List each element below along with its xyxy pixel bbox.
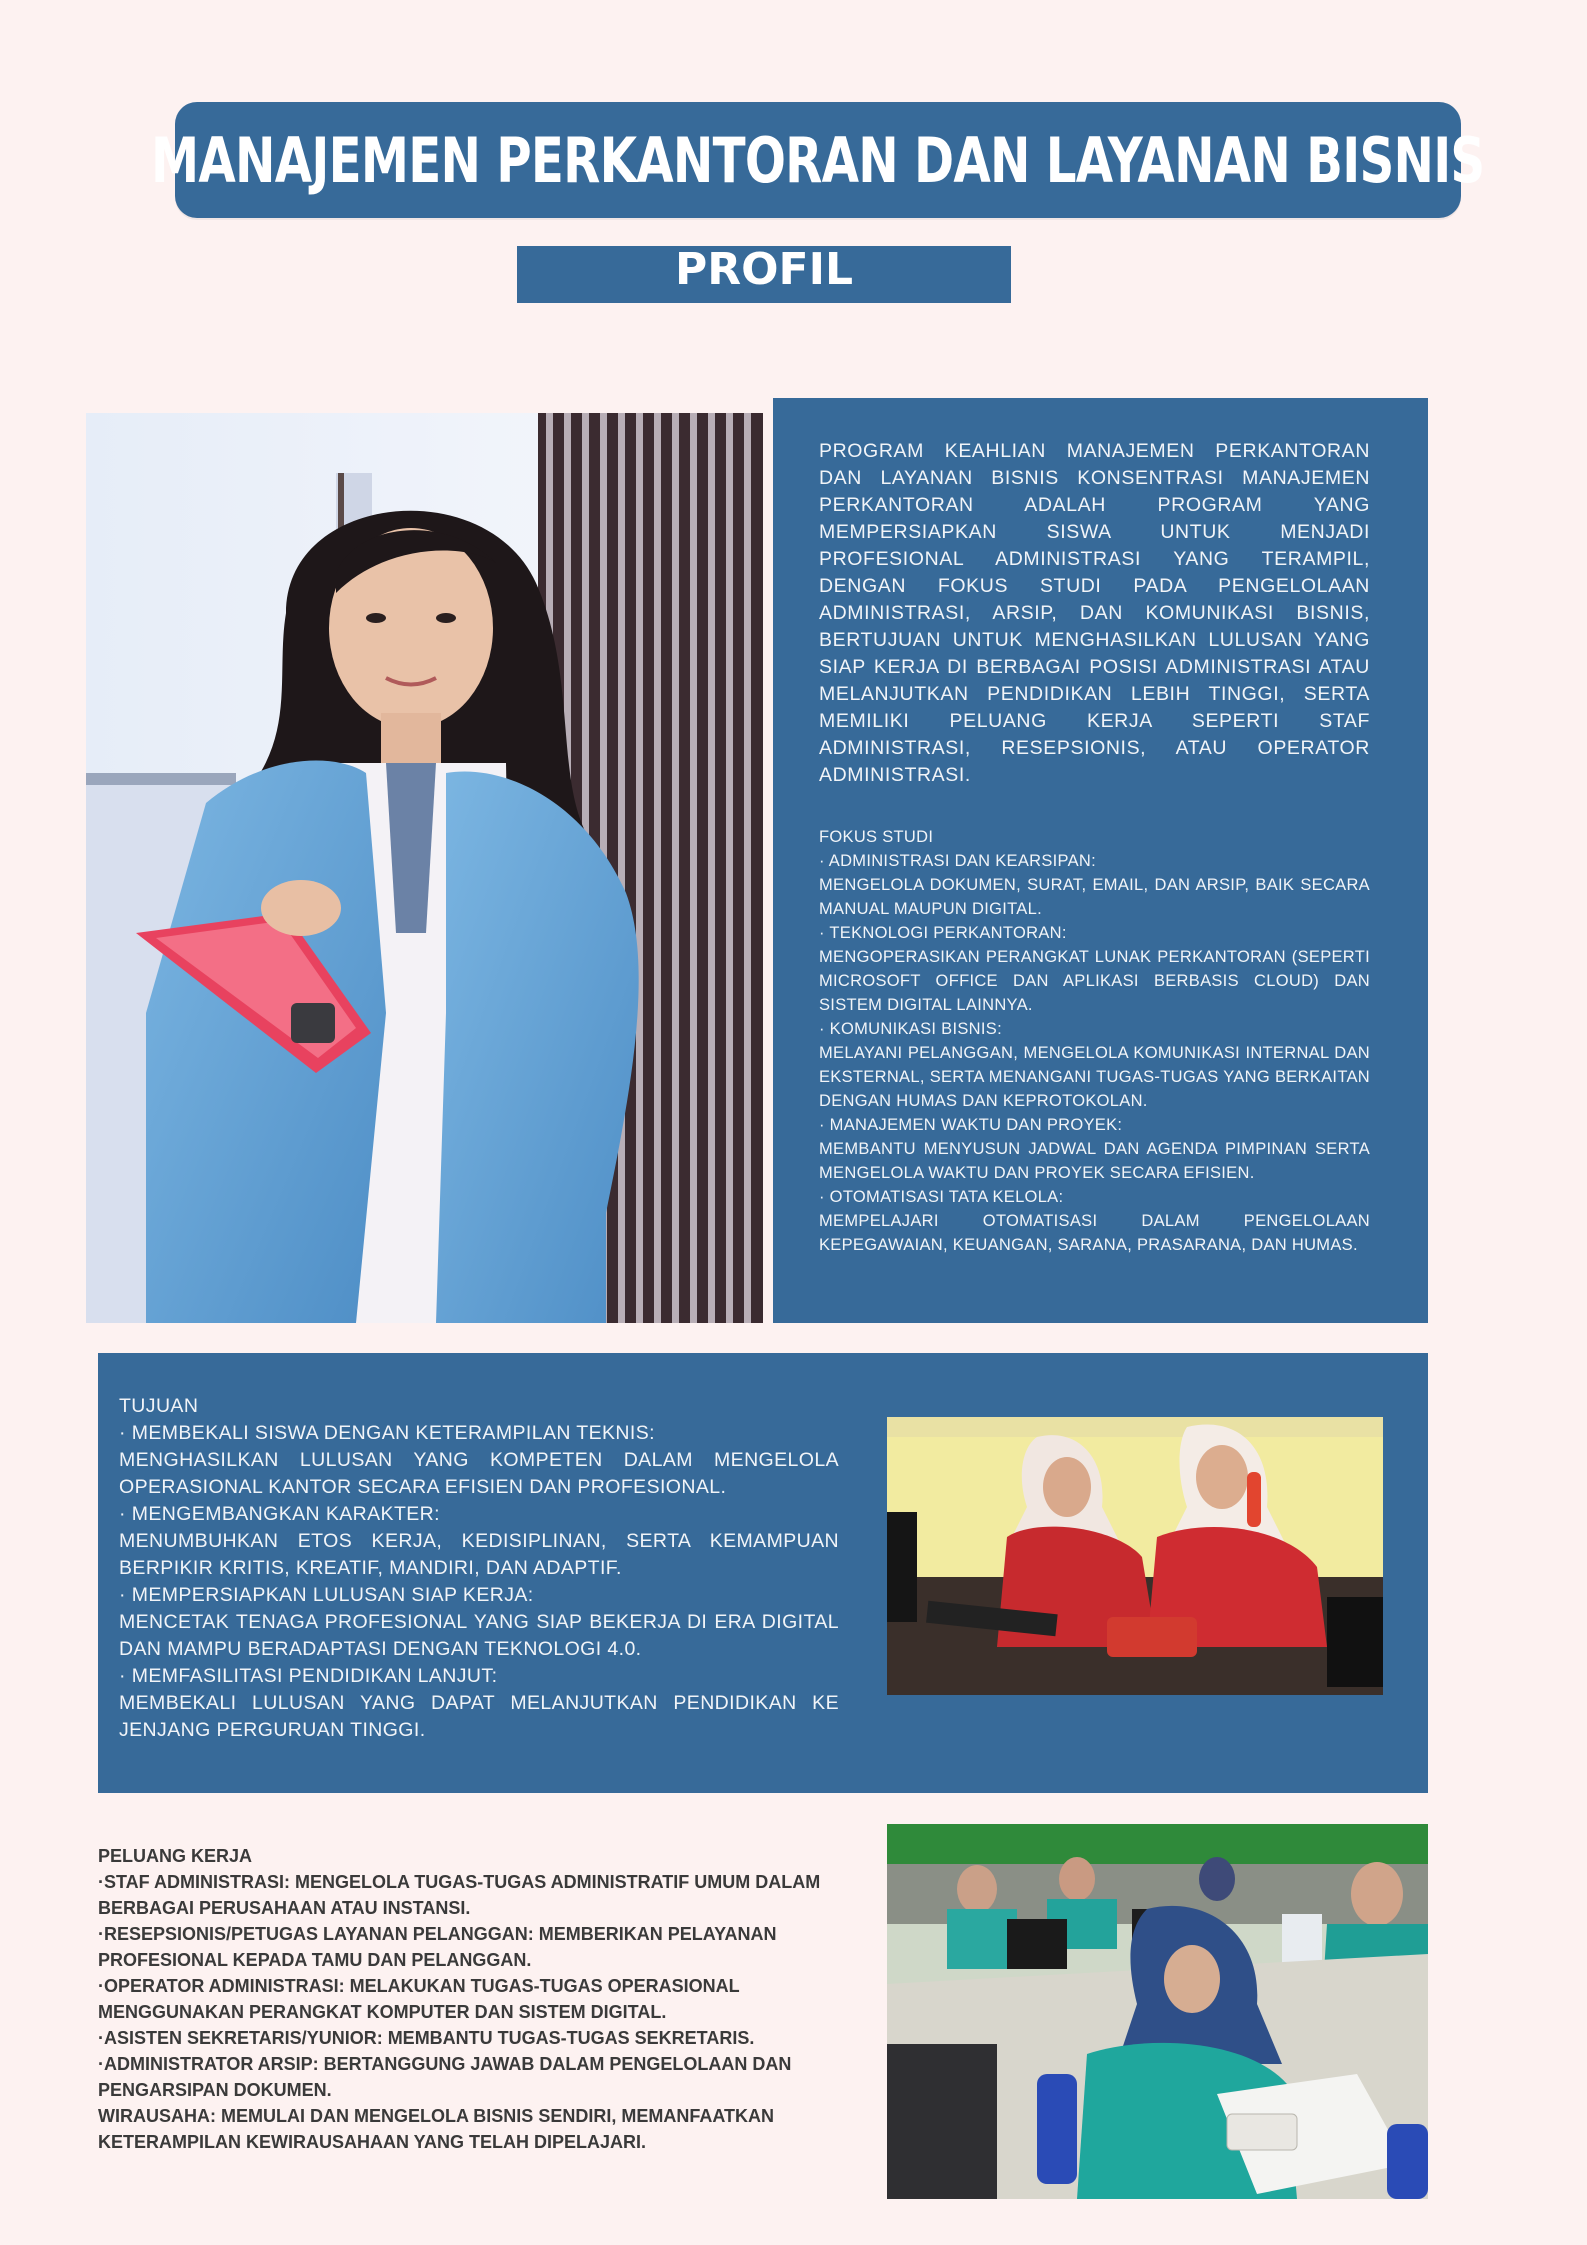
career-item: ·RESEPSIONIS/PETUGAS LAYANAN PELANGGAN: MEMBERIKAN PELAYANAN PROFESIONAL KEPADA TAMU DAN PELANGGAN. — [98, 1924, 777, 1970]
title-banner — [151, 102, 1485, 218]
focus-item-body: MELAYANI PELANGGAN, MENGELOLA KOMUNIKASI INTERNAL DAN EKSTERNAL, SERTA MENANGANI TUGAS-TUGAS YANG BERKAITAN DENGAN HUMAS DAN KEPROTOKOLAN. — [819, 1044, 1370, 1110]
goal-item-body: MENCETAK TENAGA PROFESIONAL YANG SIAP BEKERJA DI ERA DIGITAL DAN MAMPU BERADAPTASI DENGAN TEKNOLOGI 4.0. — [119, 1611, 839, 1660]
program-description: PROGRAM KEAHLIAN MANAJEMEN PERKANTORAN DAN LAYANAN BISNIS KONSENTRASI MANAJEMEN PERKANTORAN ADALAH PROGRAM YANG MEMPERSIAPKAN SISWA UNTUK MENJADI PROFESIONAL ADMINISTRASI YANG TERAMPIL, DENGAN FOKUS STUDI PADA PENGELOLAAN ADMINISTRASI, ARSIP, DAN KOMUNIKASI BISNIS, BERTUJUAN UNTUK MENGHASILKAN LULUSAN YANG SIAP KERJA DI BERBAGAI POSISI ADMINISTRASI ATAU MELANJUTKAN PENDIDIKAN LEBIH TINGGI, SERTA MEMILIKI PELUANG KERJA SEPERTI STAF ADMINISTRASI, RESEPSIONIS, ATAU OPERATOR ADMINISTRASI. — [819, 440, 1370, 786]
focus-item-title: · ADMINISTRASI DAN KEARSIPAN: — [819, 852, 1097, 870]
focus-item-body: MEMBANTU MENYUSUN JADWAL DAN AGENDA PIMPINAN SERTA MENGELOLA WAKTU DAN PROYEK SECARA EFISIEN. — [819, 1140, 1370, 1182]
section-heading-bar — [517, 246, 1011, 303]
student-portrait-photo — [86, 413, 763, 1323]
goal-item-title: · MEMFASILITASI PENDIDIKAN LANJUT: — [119, 1665, 498, 1687]
goal-item-title: · MEMPERSIAPKAN LULUSAN SIAP KERJA: — [119, 1584, 534, 1606]
focus-study-list — [819, 825, 1370, 1257]
goals-heading: TUJUAN — [119, 1395, 199, 1417]
section-heading: PROFIL — [675, 244, 853, 295]
career-item: WIRAUSAHA: MEMULAI DAN MENGELOLA BISNIS SENDIRI, MEMANFAATKAN KETERAMPILAN KEWIRAUSAHAAN YANG TELAH DIPELAJARI. — [98, 2106, 774, 2152]
focus-item-title: · TEKNOLOGI PERKANTORAN: — [819, 924, 1067, 942]
goal-item-title: · MEMBEKALI SISWA DENGAN KETERAMPILAN TEKNIS: — [119, 1422, 655, 1444]
career-heading: PELUANG KERJA — [98, 1846, 253, 1866]
focus-item-body: MENGELOLA DOKUMEN, SURAT, EMAIL, DAN ARSIP, BAIK SECARA MANUAL MAUPUN DIGITAL. — [819, 876, 1370, 918]
goal-item-body: MEMBEKALI LULUSAN YANG DAPAT MELANJUTKAN PENDIDIKAN KE JENJANG PERGURUAN TINGGI. — [119, 1692, 839, 1741]
career-item: ·ASISTEN SEKRETARIS/YUNIOR: MEMBANTU TUGAS-TUGAS SEKRETARIS. — [98, 2028, 755, 2048]
career-item: ·OPERATOR ADMINISTRASI: MELAKUKAN TUGAS-TUGAS OPERASIONAL MENGGUNAKAN PERANGKAT KOMPUTER DAN SISTEM DIGITAL. — [98, 1976, 740, 2022]
focus-item-body: MEMPELAJARI OTOMATISASI DALAM PENGELOLAAN KEPEGAWAIAN, KEUANGAN, SARANA, PRASARANA, DAN HUMAS. — [819, 1212, 1370, 1254]
profile-description-box — [773, 398, 1428, 1323]
career-item: ·ADMINISTRATOR ARSIP: BERTANGGUNG JAWAB DALAM PENGELOLAAN DAN PENGARSIPAN DOKUMEN. — [98, 2054, 792, 2100]
focus-item-body: MENGOPERASIKAN PERANGKAT LUNAK PERKANTORAN (SEPERTI MICROSOFT OFFICE DAN APLIKASI BERBASIS CLOUD) DAN SISTEM DIGITAL LAINNYA. — [819, 948, 1370, 1014]
focus-item-title: · KOMUNIKASI BISNIS: — [819, 1020, 1002, 1038]
goal-item-body: MENUMBUHKAN ETOS KERJA, KEDISIPLINAN, SERTA KEMAMPUAN BERPIKIR KRITIS, KREATIF, MANDIRI, DAN ADAPTIF. — [119, 1530, 839, 1579]
classroom-practice-photo — [887, 1824, 1428, 2199]
career-opportunities — [98, 1843, 838, 2155]
focus-item-title: · MANAJEMEN WAKTU DAN PROYEK: — [819, 1116, 1123, 1134]
goal-item-body: MENGHASILKAN LULUSAN YANG KOMPETEN DALAM MENGELOLA OPERASIONAL KANTOR SECARA EFISIEN DAN PROFESIONAL. — [119, 1449, 839, 1498]
career-item: ·STAF ADMINISTRASI: MENGELOLA TUGAS-TUGAS ADMINISTRATIF UMUM DALAM BERBAGAI PERUSAHAAN ATAU INSTANSI. — [98, 1872, 821, 1918]
office-practice-photo — [887, 1417, 1383, 1695]
page-title: MANAJEMEN PERKANTORAN DAN LAYANAN BISNIS — [151, 123, 1485, 197]
focus-item-title: · OTOMATISASI TATA KELOLA: — [819, 1188, 1064, 1206]
focus-study-heading: FOKUS STUDI — [819, 828, 934, 846]
goals-list — [119, 1393, 839, 1744]
goal-item-title: · MENGEMBANGKAN KARAKTER: — [119, 1503, 440, 1525]
